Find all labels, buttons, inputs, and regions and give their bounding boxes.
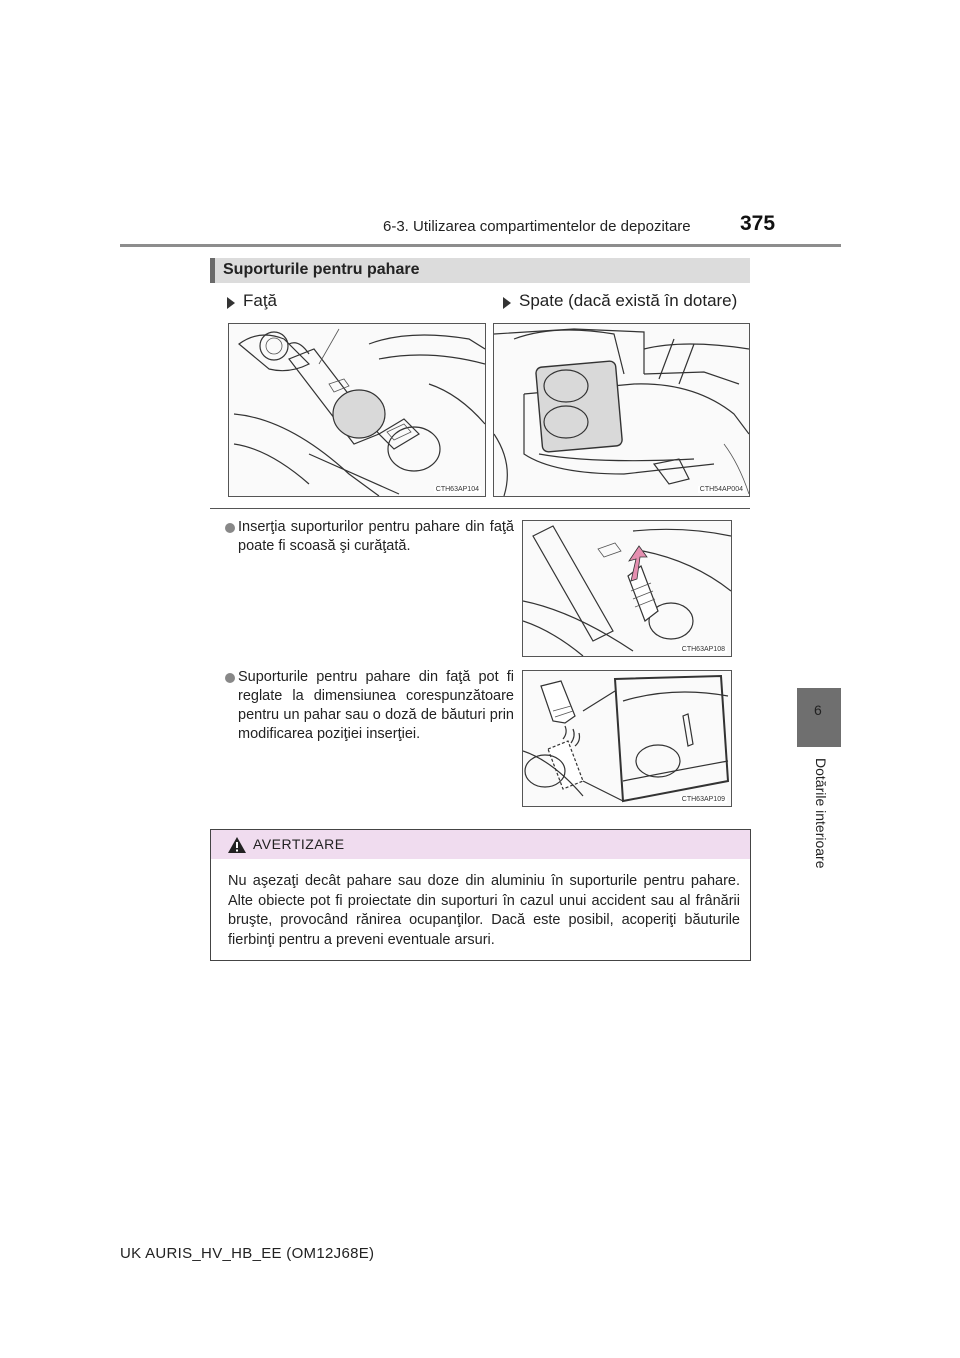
chapter-header: 6-3. Utilizarea compartimentelor de depozitare [383, 218, 691, 235]
rear-view-label: Spate (dacă există în dotare) [519, 291, 738, 310]
insert-removal-illustration [522, 520, 732, 657]
figure-code: CTH63AP108 [681, 646, 725, 653]
figure-code: CTH63AP104 [435, 486, 479, 493]
chapter-tab-number: 6 [814, 702, 822, 718]
front-view-label: Faţă [243, 291, 278, 310]
warning-triangle-icon [227, 836, 247, 859]
insert-adjustment-illustration [522, 670, 732, 807]
figure-code: CTH54AP004 [699, 486, 743, 493]
page-number: 375 [740, 212, 776, 235]
warning-title: AVERTIZARE [253, 836, 345, 852]
front-cupholder-illustration [228, 323, 486, 497]
rear-cupholder-illustration [493, 323, 750, 497]
warning-body: Nu aşezaţi decât pahare sau doze din aluminiu în suporturile pentru pahare. Alte obiecte pot fi proiectate din suporturi în cazul unui accident sau al frânării bruşte, provocând rănirea ocupanţilor. Dacă este posibil, acoperiţi băuturile fierbinţi pentru a preveni eventuale arsuri. [228, 873, 740, 948]
triangle-bullet-icon [227, 297, 235, 309]
chapter-side-label: Dotările interioare [813, 758, 829, 869]
section-title: Suporturile pentru pahare [223, 261, 420, 278]
chapter-side-label-container [811, 758, 831, 878]
triangle-bullet-icon [503, 297, 511, 309]
section-separator [210, 508, 750, 509]
note-insert-adjustable: Suporturile pentru pahare din faţă pot fi reglate la dimensiunea corespunzătoare pentru un pahar sau o doză de băuturi prin modificarea poziţiei inserţiei. [238, 669, 514, 742]
figure-code: CTH63AP109 [681, 796, 725, 803]
bullet-dot-icon [225, 673, 235, 683]
bullet-dot-icon [225, 523, 235, 533]
note-insert-removable: Inserţia suporturilor pentru pahare din faţă poate fi scoasă şi curăţată. [238, 519, 514, 554]
model-footer: UK AURIS_HV_HB_EE (OM12J68E) [120, 1245, 375, 1262]
header-rule [120, 244, 841, 247]
